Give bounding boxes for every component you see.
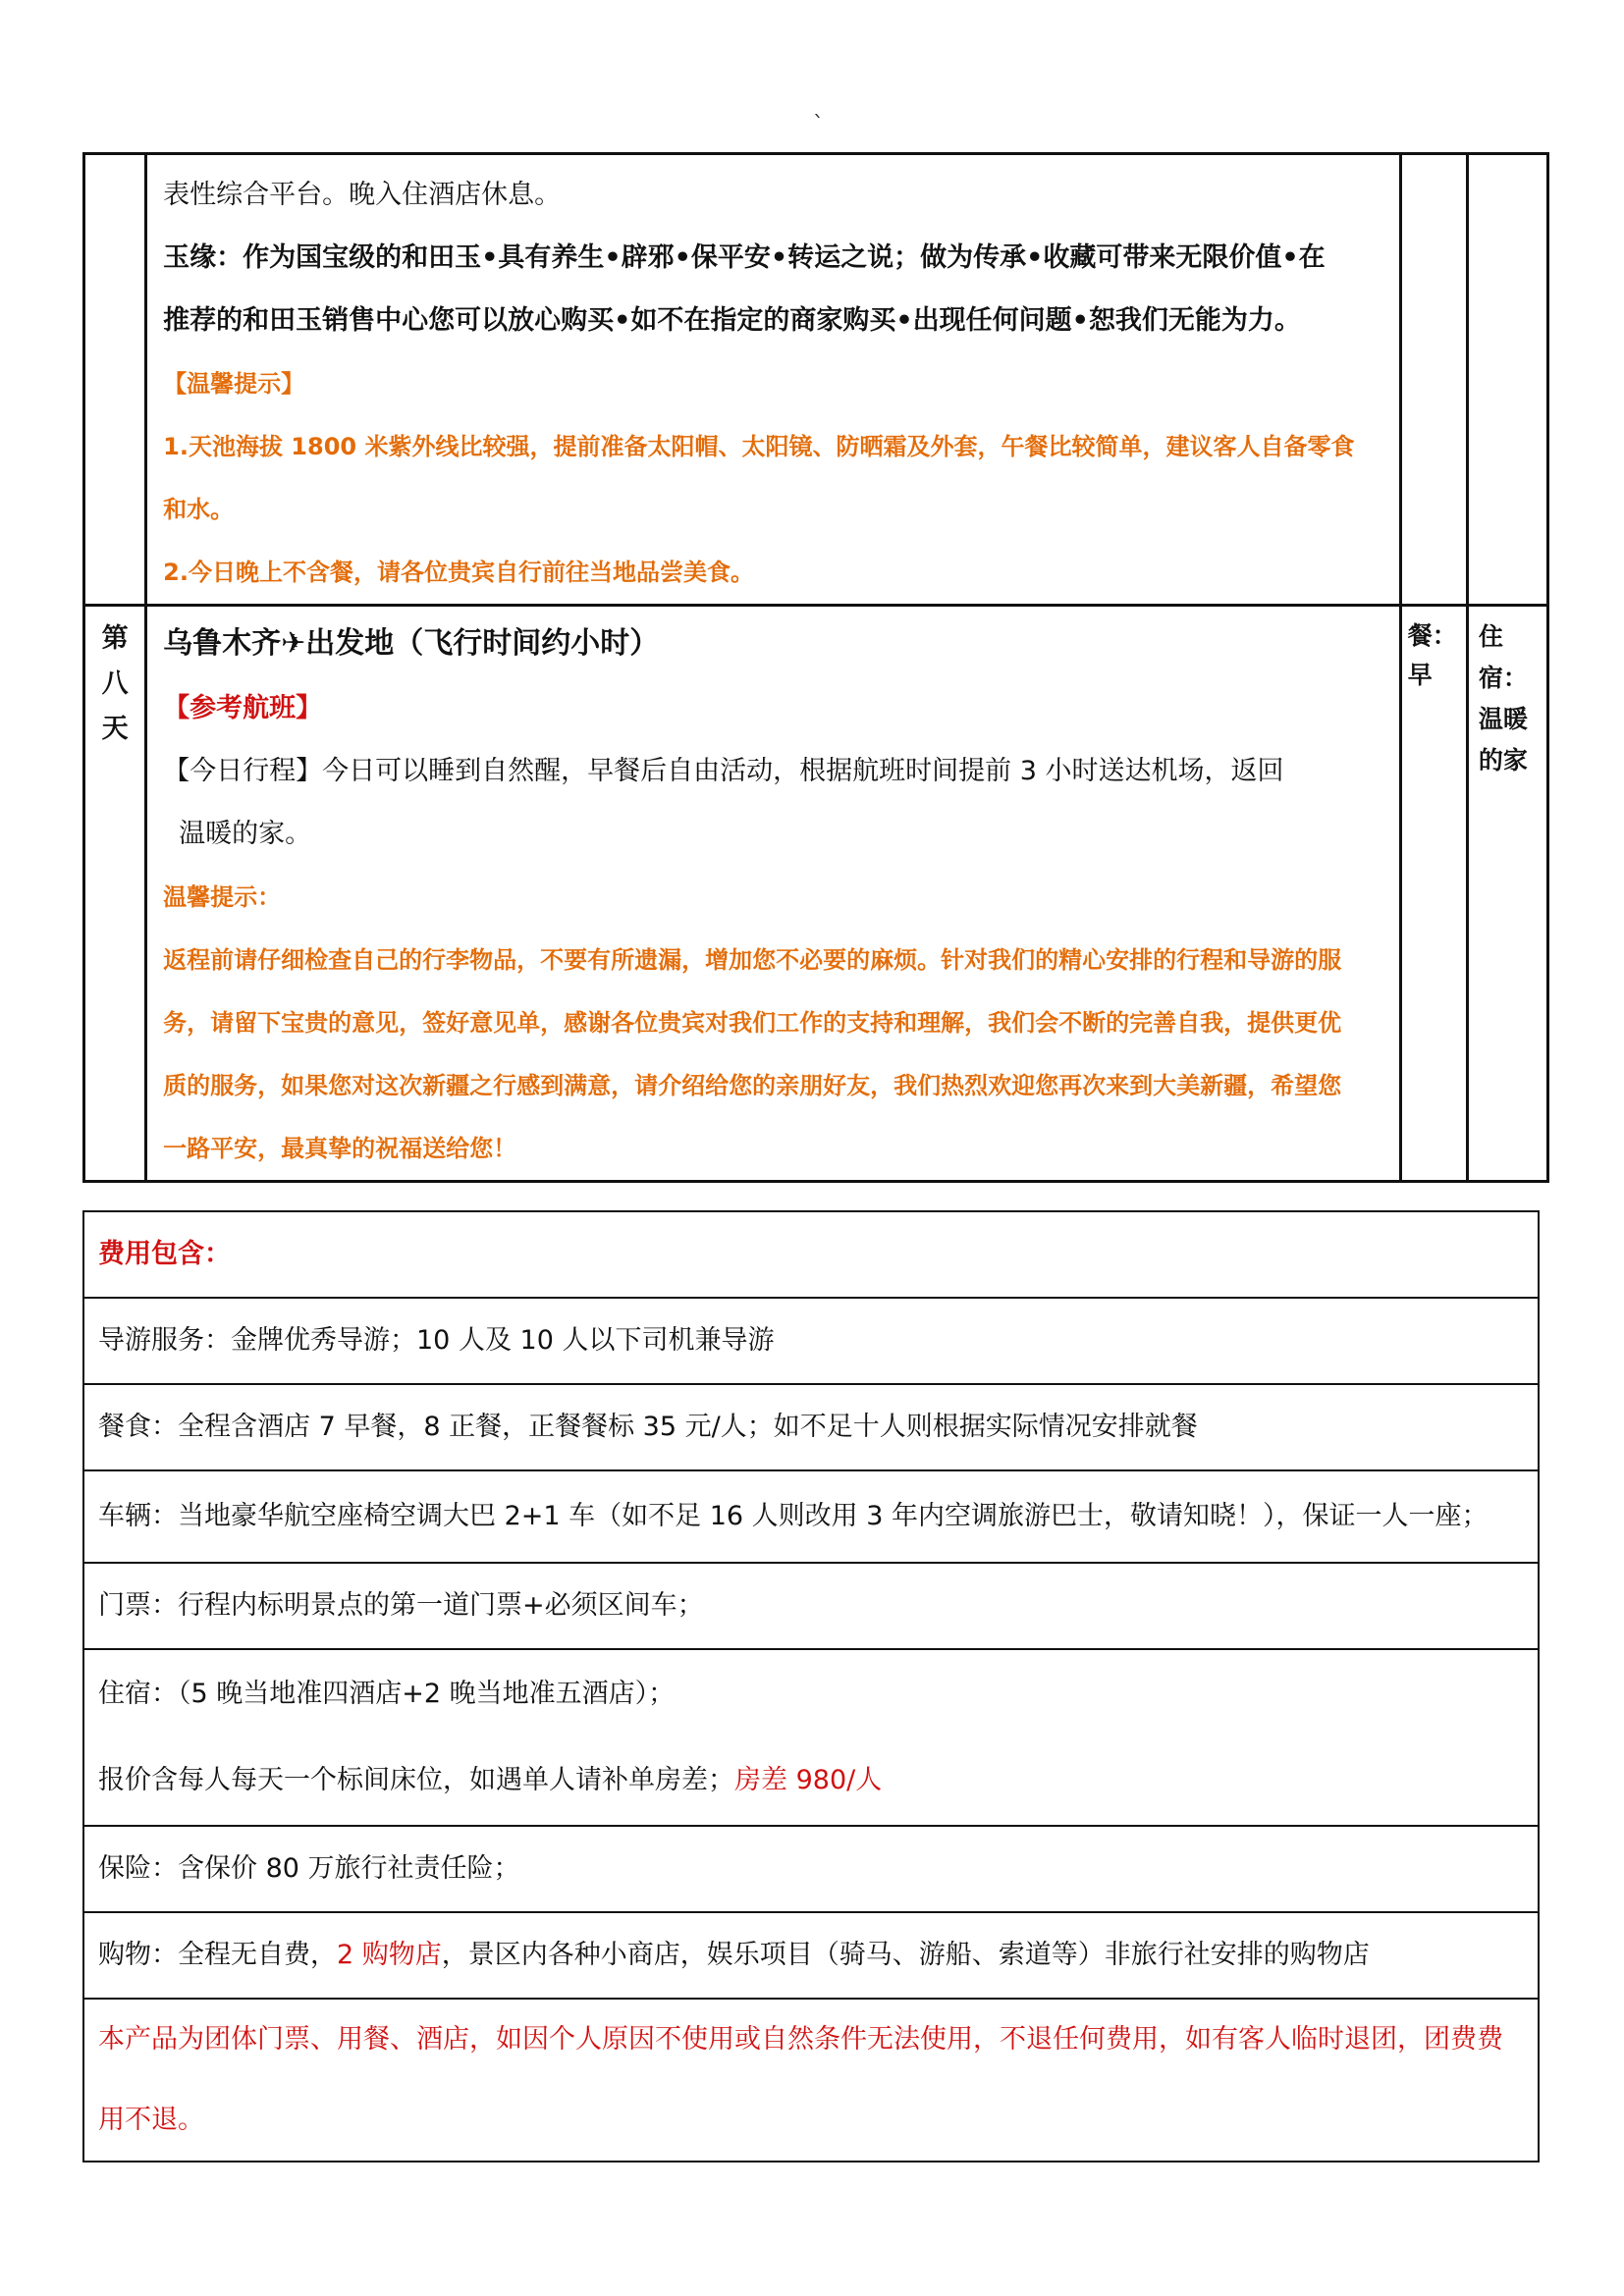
fee-hotel-text: 报价含每人每天一个标间床位，如遇单人请补单房差； — [98, 1765, 734, 1795]
day8-tip-b: 务，请留下宝贵的意见，签好意见单，感谢各位贵宾对我们工作的支持和理解，我们会不断的完善自我，提供更优 — [163, 1009, 1342, 1037]
prev-stay-cell — [1467, 154, 1547, 606]
day8-label-cell — [84, 606, 146, 1182]
prev-meal-cell — [1400, 154, 1467, 606]
prev-day-cell — [84, 154, 146, 606]
day8-tip-title: 温馨提示： — [163, 883, 282, 911]
itinerary-row-prev-day — [84, 154, 1548, 606]
fee-meals: 餐食：全程含酒店 7 早餐，8 正餐，正餐餐标 35 元/人；如不足十人则根据实际情况安排就餐 — [83, 1384, 1539, 1470]
fee-hotel-cell — [83, 1649, 1539, 1826]
day-char-3: 天 — [101, 714, 129, 744]
day8-tip-a: 返程前请仔细检查自己的行李物品，不要有所遗漏，增加您不必要的麻烦。针对我们的精心安排的行程和导游的服 — [163, 946, 1342, 974]
day8-meal-cell — [1400, 606, 1467, 1182]
tip-title: 【温馨提示】 — [163, 370, 305, 398]
day8-title: 乌鲁木齐✈出发地（飞行时间约小时） — [163, 626, 660, 661]
single-room-surcharge: 房差 980/人 — [734, 1765, 883, 1795]
fee-vehicle: 车辆：当地豪华航空座椅空调大巴 2+1 车（如不足 16 人则改用 3 年内空调旅游巴士，敬请知晓！），保证一人一座； — [98, 1501, 1489, 1531]
prev-day-content — [146, 154, 1401, 606]
day-char-1: 第 — [101, 623, 129, 654]
itinerary-table — [82, 152, 1549, 1183]
fee-shopping-b: ，景区内各种小商店，娱乐项目（骑马、游船、索道等）非旅行社安排的购物店 — [441, 1940, 1370, 1970]
refund-notice: 本产品为团体门票、用餐、酒店，如因个人原因不使用或自然条件无法使用，不退任何费用，如有客人临时退团，团费费用不退。 — [83, 1999, 1539, 2162]
page-mark: ` — [813, 113, 824, 137]
stay-value: 温暖的家 — [1478, 705, 1528, 774]
fee-guide: 导游服务：金牌优秀导游；10 人及 10 人以下司机兼导游 — [83, 1298, 1539, 1384]
jade-text-1: 作为国宝级的和田玉•具有养生•辟邪•保平安•转运之说；做为传承•收藏可带来无限价值•在 — [243, 242, 1326, 273]
fee-vehicle-cell — [83, 1470, 1539, 1563]
fee-insurance: 保险：含保价 80 万旅行社责任险； — [83, 1826, 1539, 1912]
fee-shopping-cell — [83, 1912, 1539, 1999]
jade-text-2: 推荐的和田玉销售中心您可以放心购买•如不在指定的商家购买•出现任何问题•恕我们无能为力。 — [163, 305, 1301, 336]
fee-table — [82, 1210, 1540, 2163]
jade-paragraph — [163, 227, 1385, 290]
itinerary-row-day8 — [84, 606, 1548, 1182]
fee-hotel-line2 — [98, 1737, 1524, 1824]
day8-tip-d: 一路平安，最真挚的祝福送给您！ — [163, 1135, 517, 1162]
meal-label: 餐： — [1407, 621, 1457, 650]
meal-value: 早 — [1407, 661, 1433, 689]
jade-label: 玉缘： — [163, 242, 244, 273]
flight-reference: 【参考航班】 — [163, 693, 323, 723]
fee-header: 费用包含： — [83, 1211, 1539, 1298]
fee-shopping-a: 购物：全程无自费， — [98, 1940, 337, 1970]
fee-tickets: 门票：行程内标明景点的第一道门票+必须区间车； — [83, 1563, 1539, 1649]
tip-1a: 1.天池海拔 1800 米紫外线比较强，提前准备太阳帽、太阳镜、防晒霜及外套，午餐比较简单，建议客人自备零食 — [163, 433, 1355, 460]
day8-content — [146, 606, 1401, 1182]
day-char-2: 八 — [101, 668, 129, 699]
tip-2: 2.今日晚上不含餐，请各位贵宾自行前往当地品尝美食。 — [163, 559, 754, 586]
prev-day-line: 表性综合平台。晚入住酒店休息。 — [163, 180, 562, 210]
plan-a: 【今日行程】今日可以睡到自然醒，早餐后自由活动，根据航班时间提前 3 小时送达机场，返回 — [163, 756, 1284, 786]
stay-label: 住宿： — [1478, 622, 1528, 692]
day8-tip-c: 质的服务，如果您对这次新疆之行感到满意，请介绍给您的亲朋好友，我们热烈欢迎您再次来到大美新疆，希望您 — [163, 1072, 1342, 1099]
shopping-stores-count: 2 购物店 — [337, 1940, 442, 1970]
fee-hotel-line1: 住宿：（5 晚当地准四酒店+2 晚当地准五酒店）； — [98, 1679, 676, 1709]
tip-1b: 和水。 — [163, 496, 235, 523]
plan-b: 温暖的家。 — [179, 819, 312, 849]
day8-stay-cell — [1467, 606, 1547, 1182]
